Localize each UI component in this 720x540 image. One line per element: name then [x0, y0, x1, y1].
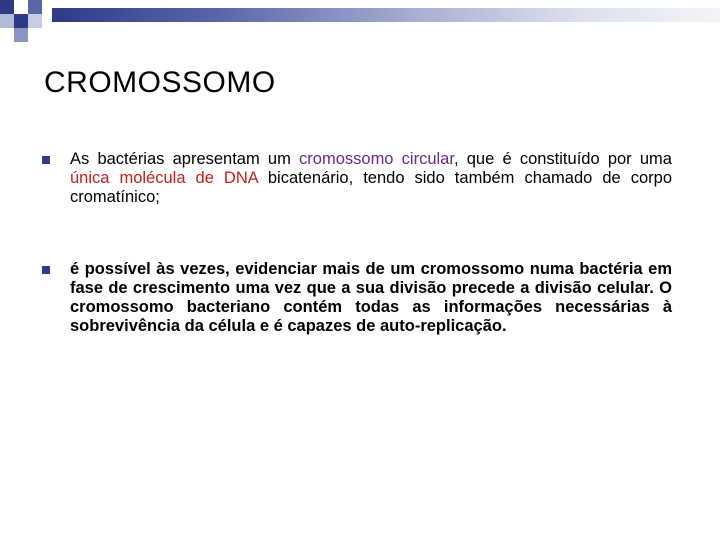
deco-square	[14, 0, 28, 14]
deco-square	[14, 14, 28, 28]
deco-square	[0, 0, 14, 14]
deco-square	[28, 0, 42, 14]
bullet-text: bicatenário, tendo sido também chamado de corpo cromatínico;	[70, 169, 672, 206]
header-decoration	[0, 0, 720, 40]
deco-square	[28, 14, 42, 28]
bullet-list	[40, 150, 672, 336]
highlight-dna-molecule: única molécula de DNA	[70, 169, 258, 187]
header-gradient-bar	[52, 8, 720, 22]
highlight-circular-chromosome: cromossomo circular	[299, 150, 454, 168]
bullet-text: , que é constituído por uma	[453, 150, 672, 168]
deco-square	[14, 28, 28, 42]
bullet-text: As bactérias apresentam um	[70, 150, 300, 168]
bullet-item	[40, 260, 672, 336]
bullet-text: é possível às vezes, evidenciar mais de um cromossomo numa bactéria em fase de crescimento uma vez que a sua divisão precede a divisão celular. O cromossomo bacteriano contém todas as informações necessárias à sobrevivência da célula e é capazes de auto-replicação.	[70, 260, 672, 335]
square-bullet-icon	[42, 266, 50, 274]
deco-square	[0, 14, 14, 28]
square-bullet-icon	[42, 156, 50, 164]
slide-title: CROMOSSOMO	[44, 66, 276, 99]
bullet-item	[40, 150, 672, 207]
